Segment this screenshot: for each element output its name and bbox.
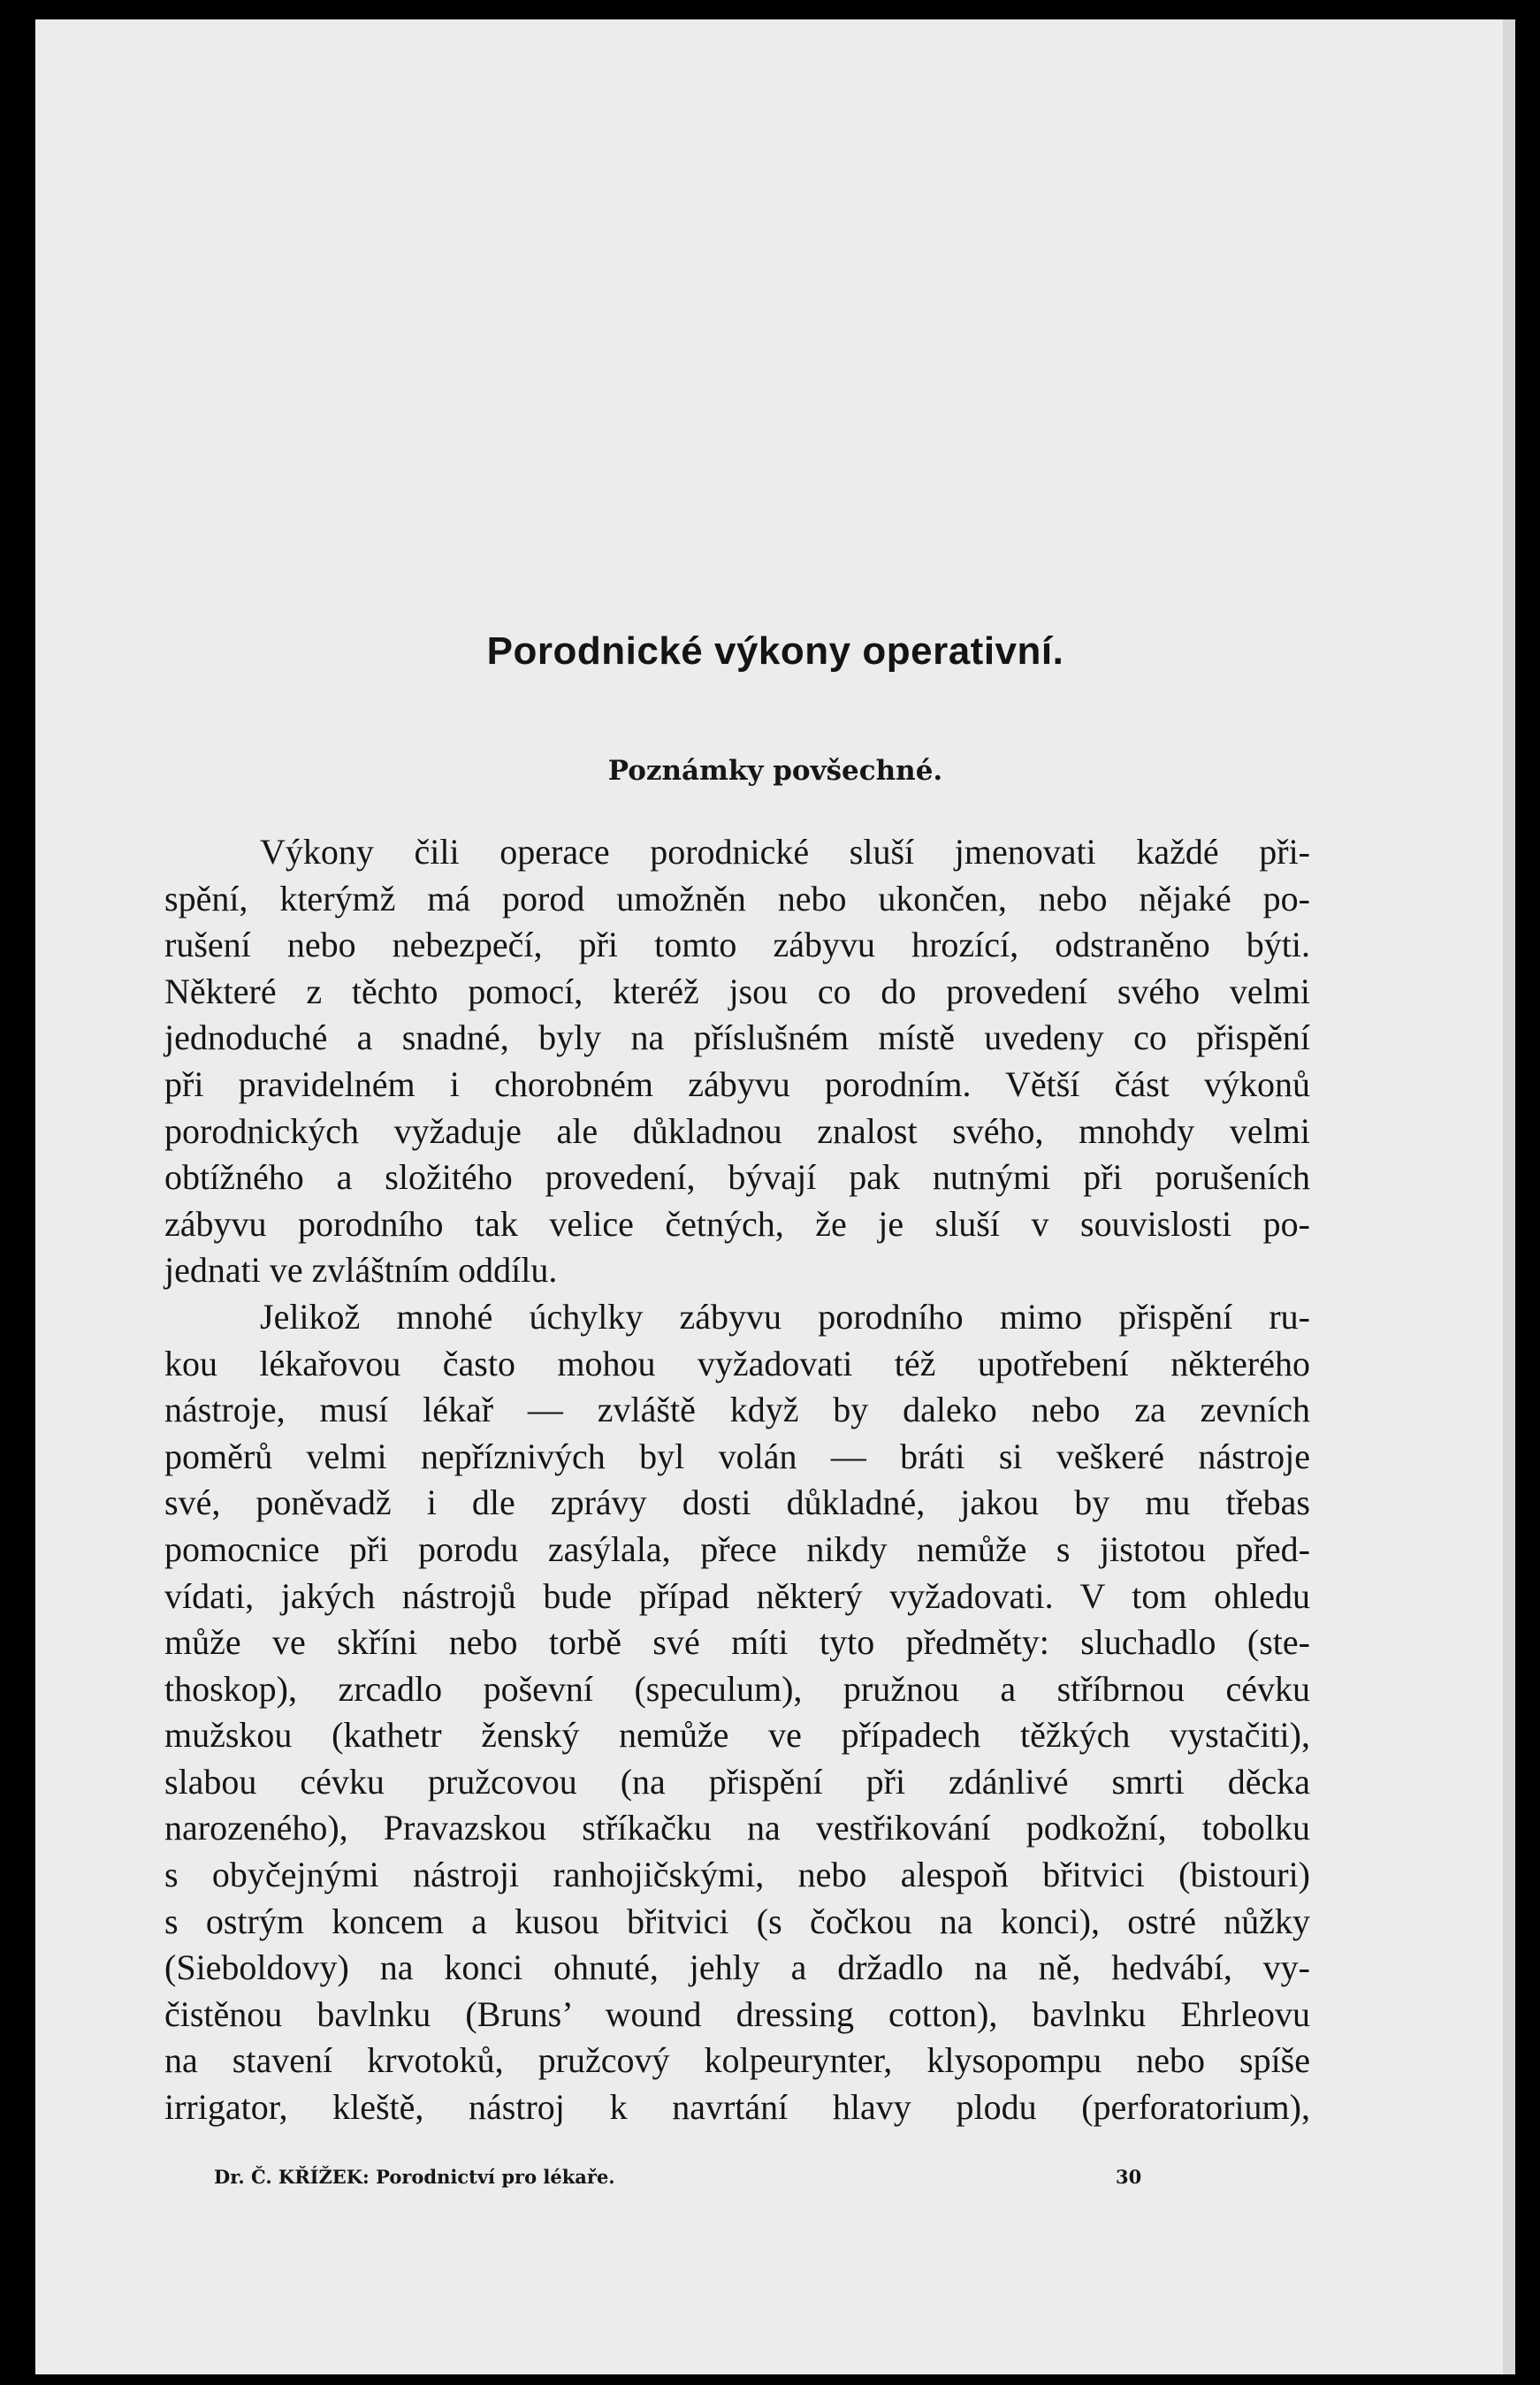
- text-line: při pravidelném i chorobném zábyvu porodním. Větší část výkonů: [164, 1063, 1310, 1104]
- text-line: rušení nebo nebezpečí, při tomto zábyvu hrozící, odstraněno býti.: [164, 925, 1310, 965]
- text-line: zábyvu porodního tak velice četných, že je sluší v souvislosti po-: [164, 1203, 1310, 1244]
- page-edge: [1503, 19, 1515, 2374]
- text-line: s obyčejnými nástroji ranhojičskými, nebo alespoň břitvici (bistouri): [164, 1855, 1310, 1895]
- text-line: jednati ve zvláštním oddílu.: [164, 1250, 558, 1291]
- chapter-title: Porodnické výkony operativní.: [486, 629, 1064, 673]
- text-line: své, poněvadž i dle zprávy dosti důkladné, jakou by mu třebas: [164, 1482, 1310, 1523]
- page-number: 30: [1116, 2166, 1142, 2188]
- text-line: spění, kterýmž má porod umožněn nebo ukončen, nebo nějaké po-: [164, 878, 1310, 918]
- section-subtitle: Poznámky povšechné.: [607, 755, 943, 787]
- text-line: jednoduché a snadné, byly na příslušném místě uvedeny co přispění: [164, 1017, 1310, 1058]
- text-line: thoskop), zrcadlo poševní (speculum), pružnou a stříbrnou cévku: [164, 1668, 1310, 1709]
- text-line: narozeného), Pravazskou stříkačku na vestřikování podkožní, tobolku: [164, 1808, 1310, 1848]
- text-line: obtížného a složitého provedení, bývají pak nutnými při porušeních: [164, 1157, 1310, 1198]
- text-line: Jelikož mnohé úchylky zábyvu porodního mimo přispění ru-: [260, 1296, 1310, 1337]
- body-text: [164, 829, 1310, 2131]
- text-line: nástroje, musí lékař — zvláště když by daleko nebo za zevních: [164, 1390, 1310, 1430]
- footer-signature: Dr. Č. KŘÍŽEK: Porodnictví pro lékaře.: [214, 2166, 615, 2188]
- text-line: poměrů velmi nepříznivých byl volán — bráti si veškeré nástroje: [164, 1436, 1310, 1476]
- text-line: (Sieboldovy) na konci ohnuté, jehly a držadlo na ně, hedvábí, vy-: [164, 1947, 1310, 1988]
- page-sheet: [35, 19, 1515, 2374]
- text-line: pomocnice při porodu zasýlala, přece nikdy nemůže s jistotou před-: [164, 1528, 1310, 1569]
- text-line: mužskou (kathetr ženský nemůže ve případech těžkých vystačiti),: [164, 1715, 1310, 1756]
- text-line: irrigator, kleště, nástroj k navrtání hlavy plodu (perforatorium),: [164, 2087, 1310, 2128]
- text-line: slabou cévku pružcovou (na přispění při zdánlivé smrti děcka: [164, 1761, 1310, 1802]
- text-line: vídati, jakých nástrojů bude případ některý vyžadovati. V tom ohledu: [164, 1575, 1310, 1616]
- text-line: porodnických vyžaduje ale důkladnou znalost svého, mnohdy velmi: [164, 1110, 1310, 1151]
- text-line: Výkony čili operace porodnické sluší jmenovati každé při-: [260, 832, 1310, 872]
- text-line: s ostrým koncem a kusou břitvici (s čočkou na konci), ostré nůžky: [164, 1901, 1310, 1941]
- text-line: Některé z těchto pomocí, kteréž jsou co do provedení svého velmi: [164, 971, 1310, 1011]
- text-line: na stavení krvotoků, pružcový kolpeurynter, klysopompu nebo spíše: [164, 2040, 1310, 2081]
- text-line: může ve skříni nebo torbě své míti tyto předměty: sluchadlo (ste-: [164, 1622, 1310, 1663]
- text-line: kou lékařovou často mohou vyžadovati též upotřebení některého: [164, 1343, 1310, 1383]
- text-line: čistěnou bavlnku (Bruns’ wound dressing cotton), bavlnku Ehrleovu: [164, 1993, 1310, 2034]
